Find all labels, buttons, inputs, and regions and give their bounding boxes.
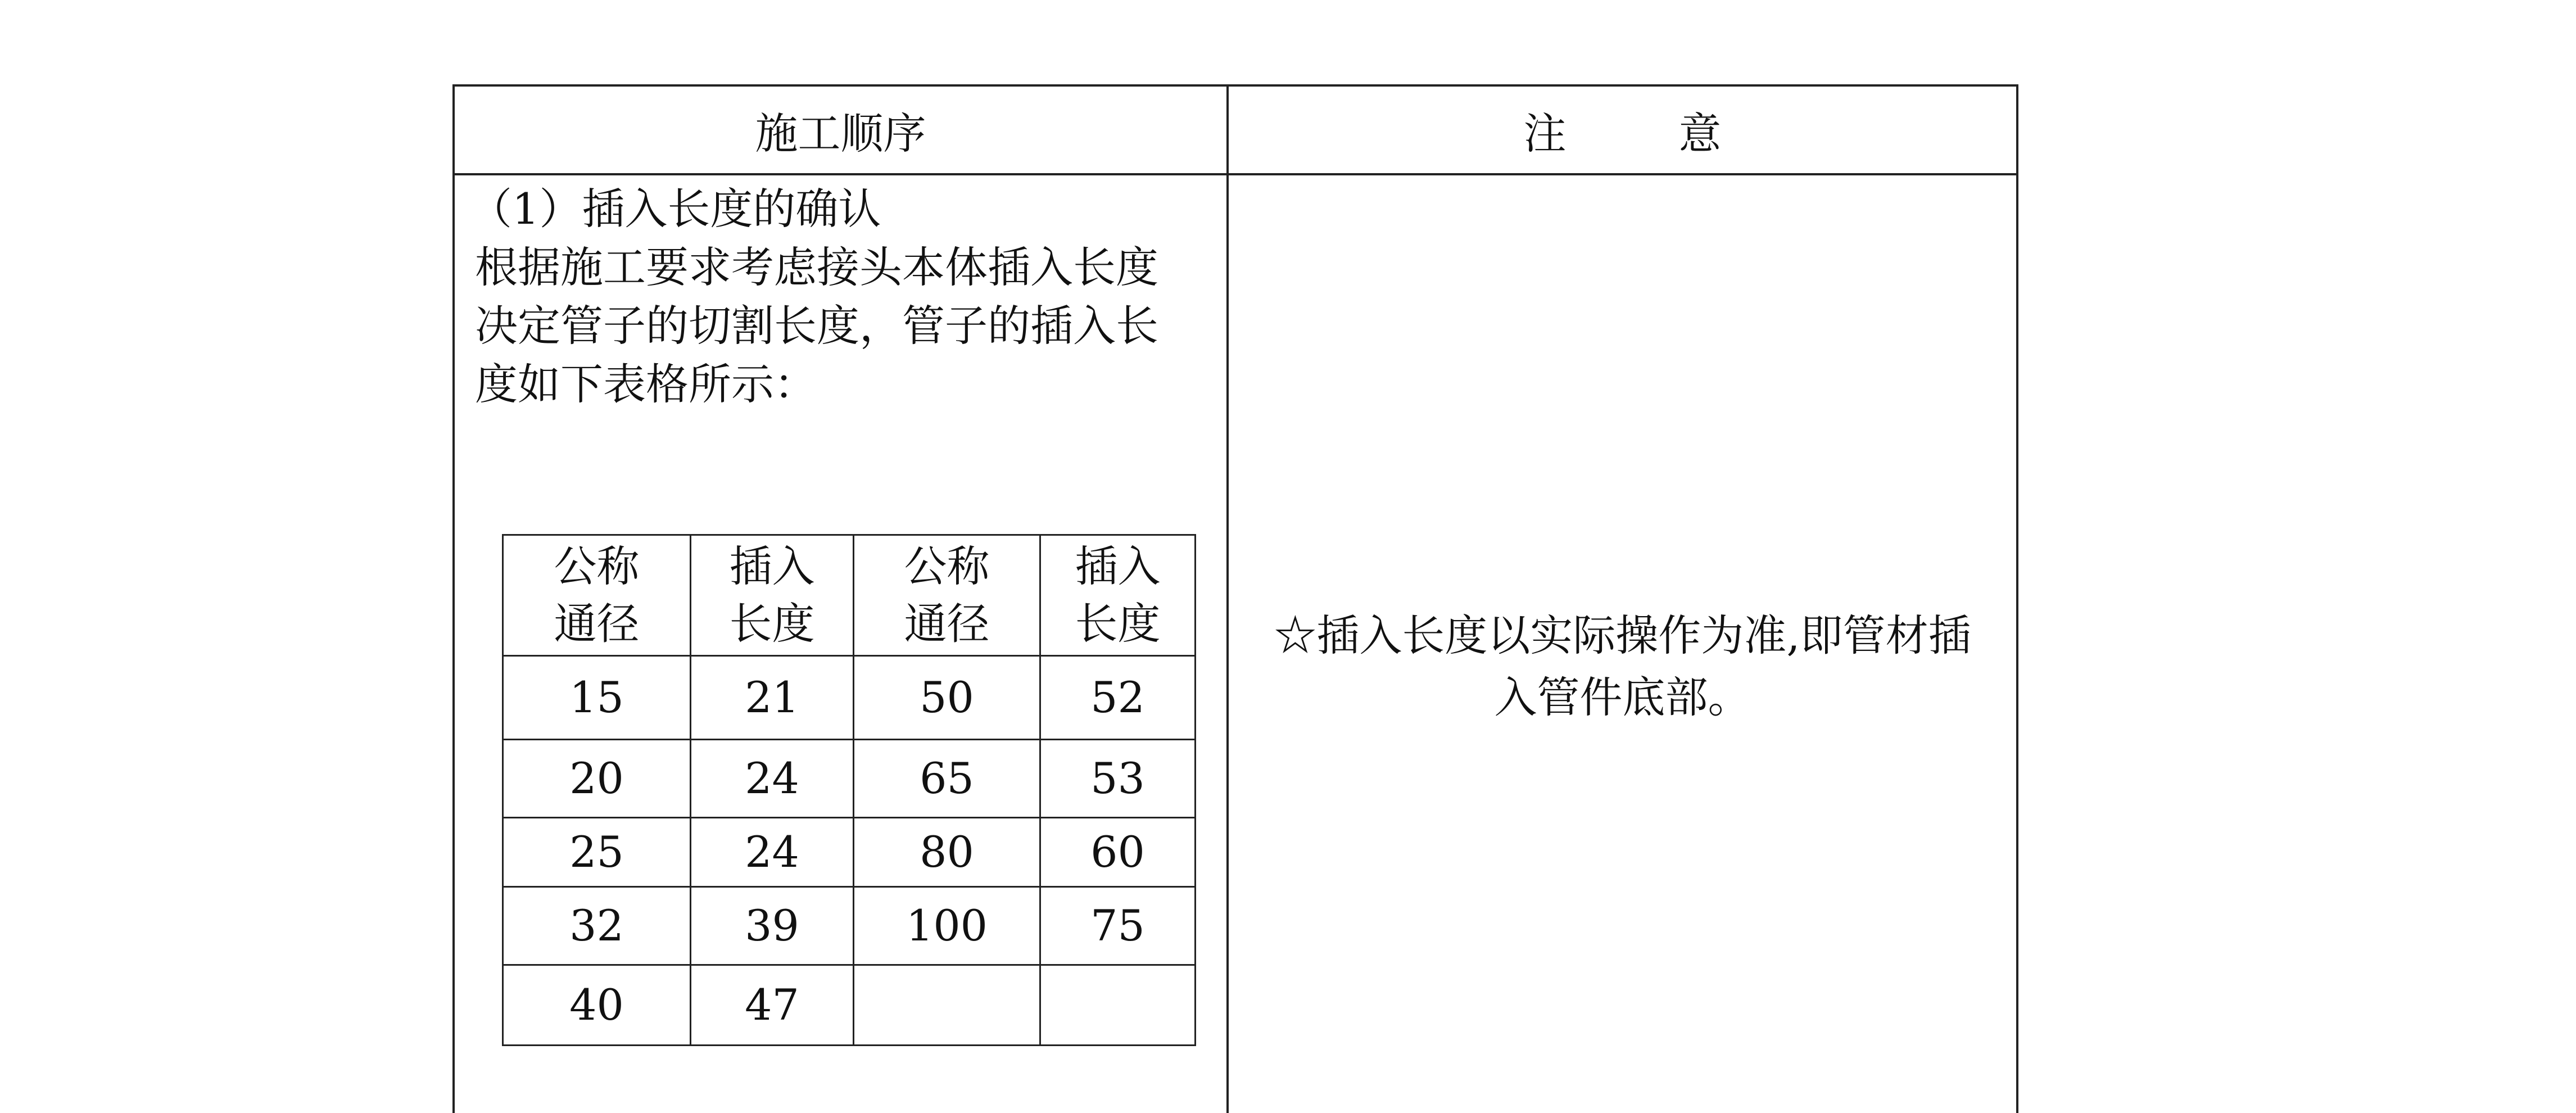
table-cell: 20 [503, 740, 691, 818]
table-row [503, 818, 1196, 887]
table-cell: 32 [503, 887, 691, 965]
procedure-line: 度如下表格所示： [475, 359, 817, 409]
table-row [503, 740, 1196, 818]
procedure-text [469, 180, 1217, 414]
table-cell: 21 [691, 656, 854, 740]
note-line: 入管件底部。 [1494, 672, 1751, 722]
header-construction-order [455, 87, 1226, 173]
header-cell-insertion-length: 插入 长度 [1040, 535, 1196, 656]
procedure-line: 决定管子的切割长度，管子的插入长 [475, 301, 1158, 351]
table-cell: 50 [854, 656, 1040, 740]
header-notes [1229, 87, 2016, 173]
header-cell-nominal-diameter: 公称 通径 [854, 535, 1040, 656]
table-row [503, 887, 1196, 965]
header-cell-insertion-length: 插入 长度 [691, 535, 854, 656]
table-cell: 75 [1040, 887, 1196, 965]
note-line: ☆插入长度以实际操作为准,即管材插 [1274, 610, 1971, 660]
table-cell: 25 [503, 818, 691, 887]
table-cell: 47 [691, 965, 854, 1046]
procedure-line: 根据施工要求考虑接头本体插入长度 [475, 242, 1158, 292]
table-row [503, 965, 1196, 1046]
table-cell: 100 [854, 887, 1040, 965]
table-cell: 53 [1040, 740, 1196, 818]
table-cell: 60 [1040, 818, 1196, 887]
note-text [1237, 605, 2008, 729]
table-cell: 24 [691, 740, 854, 818]
table-cell [854, 965, 1040, 1046]
table-cell: 15 [503, 656, 691, 740]
header-divider [452, 173, 2018, 175]
table-cell: 52 [1040, 656, 1196, 740]
table-cell: 39 [691, 887, 854, 965]
table-cell: 65 [854, 740, 1040, 818]
column-divider [1226, 84, 1229, 1113]
table-header-row [503, 535, 1196, 656]
header-construction-order-label: 施工顺序 [755, 108, 926, 159]
step-title: （1）插入长度的确认 [469, 184, 881, 234]
table-cell: 24 [691, 818, 854, 887]
table-cell [1040, 965, 1196, 1046]
header-notes-label-2: 意 [1678, 108, 1722, 159]
table-row [503, 656, 1196, 740]
insertion-length-table [502, 534, 1196, 1046]
header-notes-label-1: 注 [1523, 108, 1567, 159]
table-cell: 80 [854, 818, 1040, 887]
header-cell-nominal-diameter: 公称 通径 [503, 535, 691, 656]
table-cell: 40 [503, 965, 691, 1046]
